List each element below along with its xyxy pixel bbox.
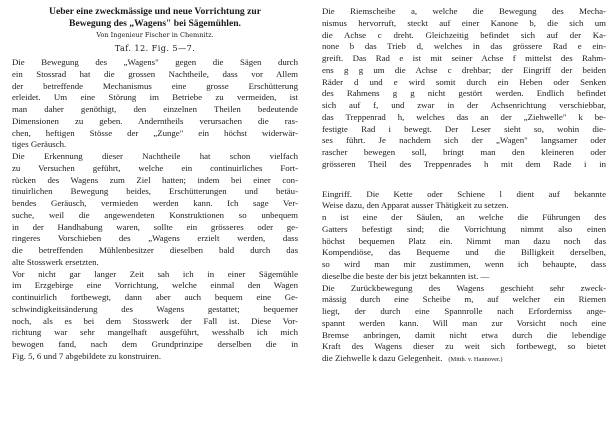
text-line xyxy=(12,186,298,198)
text-line-content: none b das Trieb d, welches in das grössere Rad e ein- xyxy=(322,41,606,52)
text-line-content: richtung war sehr mangelhaft ausgeführt, wesshalb ich mich xyxy=(12,327,298,338)
text-line-content: bendes Geräusch, vermieden werden kann. Ich sage Ver- xyxy=(12,198,298,208)
text-line-content: continuirlich fortbewegt, dann aber auch bequem eine Ge- xyxy=(12,292,298,302)
right-top-text xyxy=(322,6,606,171)
right-bottom-text xyxy=(322,189,606,366)
text-line xyxy=(322,306,606,318)
text-line-content: des Rahmens g g nicht gestört werden. Endlich befindet xyxy=(322,88,606,99)
title-line: Ueber eine zweckmässige und neue Vorrichtung zur xyxy=(49,6,261,17)
text-line-content: Die Erkennung dieser Nachtheile hat schon vielfach xyxy=(12,151,298,161)
text-line-content: Kraft des Wagens dieser zu weit sich fortbewegt, so bietet xyxy=(322,341,606,352)
text-line-content: nismus hervorruft, steckt auf einer Kanone b, die sich um xyxy=(322,17,606,28)
text-line-content: man daher genöthigt, den einzelnen Theilen bedeutende xyxy=(12,104,298,114)
right-column xyxy=(322,6,606,366)
text-line-content: bewogen fand, nach dem Grundprinzipe derselben die in xyxy=(12,339,298,349)
text-line-content: chen, heftigen Stösse der „Zunge" ein höchst widerwär- xyxy=(12,127,298,138)
text-line-content: schwindigkeitsänderung des Wagens gestattet; bequemer xyxy=(12,303,298,314)
text-line xyxy=(322,224,606,236)
text-line xyxy=(322,247,606,259)
text-line xyxy=(12,292,298,304)
text-line xyxy=(322,318,606,330)
text-line xyxy=(12,198,298,210)
text-line-content: sich auf f, und zwar in der Achsenrichtung verschiebbar, xyxy=(322,100,606,110)
text-line-content: Fig. 5, 6 und 7 abgebildete zu konstruiren. xyxy=(12,350,162,361)
text-line xyxy=(12,151,298,163)
text-line xyxy=(12,69,298,81)
text-line xyxy=(322,53,606,65)
text-line xyxy=(12,245,298,257)
text-line xyxy=(12,327,298,339)
text-line-content: greift. Das Rad e ist mit seiner Achse f mittelst des Rahm- xyxy=(322,53,606,63)
text-line-content: im Erzgebirge eine Vorrichtung, welche einmal den Wagen xyxy=(12,280,298,291)
text-line xyxy=(12,139,298,151)
text-line xyxy=(322,88,606,100)
text-line xyxy=(12,210,298,222)
text-line-content: Die Zurückbewegung des Wagens geschieht sehr zweck- xyxy=(322,282,606,293)
text-line xyxy=(12,316,298,328)
text-line-content: Dimensionen zu geben. Anderntheils verursachen die ras- xyxy=(12,115,298,126)
text-line-content: liegt, der durch eine Spannrolle nach Erforderniss ange- xyxy=(322,306,606,316)
text-line-content: in der Handhabung waren, sollte ein grösseres oder ge- xyxy=(12,221,298,232)
text-line xyxy=(12,304,298,316)
text-line xyxy=(322,283,606,295)
text-line-content: rücken des Wagens zum Ziel hatten; indem bei einer con- xyxy=(12,174,298,185)
text-line-content: dieselbe die beste der bis jetzt bekannten ist. — xyxy=(322,270,490,281)
text-line-content: tiges Geräusch. xyxy=(12,139,67,150)
text-line xyxy=(12,175,298,187)
text-line xyxy=(12,104,298,116)
text-line xyxy=(322,41,606,53)
text-line xyxy=(12,233,298,245)
text-line-content: mässig durch eine Scheibe m, auf welcher ein Riemen xyxy=(322,294,606,305)
left-column xyxy=(12,6,298,363)
left-body-text xyxy=(12,57,298,363)
author-line: Von Ingenieur Fischer in Chemnitz. xyxy=(96,31,214,39)
text-line xyxy=(322,189,606,201)
column-gap xyxy=(322,171,606,189)
text-line-content: erleidet. Um eine Störung im Betriebe zu vermeiden, ist xyxy=(12,92,298,103)
text-line xyxy=(12,339,298,351)
text-line-content: Kompendiöse, das Bequeme und die Billigkeit derselben, xyxy=(322,247,606,258)
text-line-content: der betreffende Mechanismus eine grosse Erschütterung xyxy=(12,80,298,91)
source-signature: (Mitth. v. Hannover.) xyxy=(448,356,503,363)
text-line-content: grösseren Theil des Treppenrades h mit dem Rade i in xyxy=(322,158,606,169)
text-line xyxy=(322,77,606,89)
text-line-content: Eingriff. Die Kette oder Schiene l dient auf bekannte xyxy=(322,188,606,199)
text-line-content: das Treppenrad h, welches das an der „Ziehwelle" k be- xyxy=(322,111,606,122)
title-line: Bewegung des „Wagens" bei Sägemühlen. xyxy=(69,17,241,29)
text-line xyxy=(322,236,606,248)
text-line xyxy=(12,116,298,128)
text-line xyxy=(322,65,606,77)
text-line xyxy=(12,280,298,292)
text-line xyxy=(322,353,606,366)
text-line xyxy=(322,100,606,112)
text-line-content: ens g g um die Achse c drehbar; der Eingriff der beiden xyxy=(322,64,606,75)
text-line xyxy=(12,269,298,281)
text-line xyxy=(322,159,606,171)
text-line-content: noch, als es bei dem Stosswerk der Fall ist. Diese Vor- xyxy=(12,315,298,326)
text-line xyxy=(322,200,606,212)
text-line xyxy=(322,30,606,42)
text-line xyxy=(322,294,606,306)
text-line xyxy=(12,351,298,363)
text-line-content: Bremse anbringen, damit nicht etwa durch die lebendige xyxy=(322,329,606,340)
text-line-content: suche, weil die angewendeten Konstruktionen so unbequem xyxy=(12,209,298,220)
text-line-content: alte Stosswerk ersetzten. xyxy=(12,256,99,267)
text-line-content: n ist eine der Säulen, an welche die Führungen des xyxy=(322,212,606,222)
text-line xyxy=(12,81,298,93)
text-line-content: Die Riemscheibe a, welche die Bewegung des Mecha- xyxy=(322,6,606,16)
text-line xyxy=(12,128,298,140)
text-line-content: die betreffenden Mühlenbesitzer dieselben bald durch das xyxy=(12,245,298,255)
text-line-content: tinuirlichen Bewegung beides, Erschütterungen und betäu- xyxy=(12,186,298,197)
text-line-content: Vor nicht gar langer Zeit sah ich in einer Sägemühle xyxy=(12,268,298,279)
text-line xyxy=(322,212,606,224)
text-line xyxy=(322,135,606,147)
text-line-content: rascher bewegen soll, bringt man den kleineren oder xyxy=(322,147,606,157)
text-line-content: Weise dazu, den Apparat ausser Thätigkeit zu setzen. xyxy=(322,200,509,211)
text-line xyxy=(322,18,606,30)
text-line-content: die Achse c dreht. Gleichzeitig befindet sich auf der Ka- xyxy=(322,29,606,40)
text-line-content: ringeres Vorschieben des „Wagens erzielt werden, dass xyxy=(12,233,298,244)
text-line xyxy=(12,57,298,69)
text-line xyxy=(322,330,606,342)
text-line-content: ein Stossrad hat die grossen Nachtheile, dass vor Allem xyxy=(12,68,298,79)
text-line xyxy=(12,163,298,175)
text-line xyxy=(322,147,606,159)
text-line-content: festigte Rad i bewegt. Der Leser sieht so, wohin die- xyxy=(322,123,606,134)
text-line xyxy=(12,257,298,269)
text-line xyxy=(322,259,606,271)
text-line-content: die Ziehwelle k dazu Gelegenheit. xyxy=(322,353,443,363)
text-line-content: so wird man mir zustimmen, wenn ich behaupte, dass xyxy=(322,259,606,269)
text-line xyxy=(12,222,298,234)
text-line-content: spannt werden kann. Will man zur Vorsicht noch eine xyxy=(322,317,606,328)
text-line xyxy=(322,271,606,283)
text-line-content: Gatters befestigt sind; die Vorrichtung nimmt also einen xyxy=(322,223,606,234)
text-line-content: höchst bequemen Platz ein. Nimmt man dazu noch das xyxy=(322,235,606,246)
figure-reference: Taf. 12. Fig. 5—7. xyxy=(114,43,196,53)
text-line xyxy=(12,92,298,104)
text-line xyxy=(322,124,606,136)
text-line-content: Räder d und e wird somit durch ein Heben oder Senken xyxy=(322,76,606,87)
article-title xyxy=(12,6,298,29)
text-line xyxy=(322,341,606,353)
text-line-content: Die Bewegung des „Wagens" gegen die Sägen durch xyxy=(12,57,298,67)
text-line-content: zu Versuchen geführt, welche ein continuirliches Fort- xyxy=(12,162,298,173)
text-line xyxy=(322,6,606,18)
text-line-content: ses führt. Je nachdem sich der „Wagen" langsamer oder xyxy=(322,135,606,146)
text-line xyxy=(322,112,606,124)
